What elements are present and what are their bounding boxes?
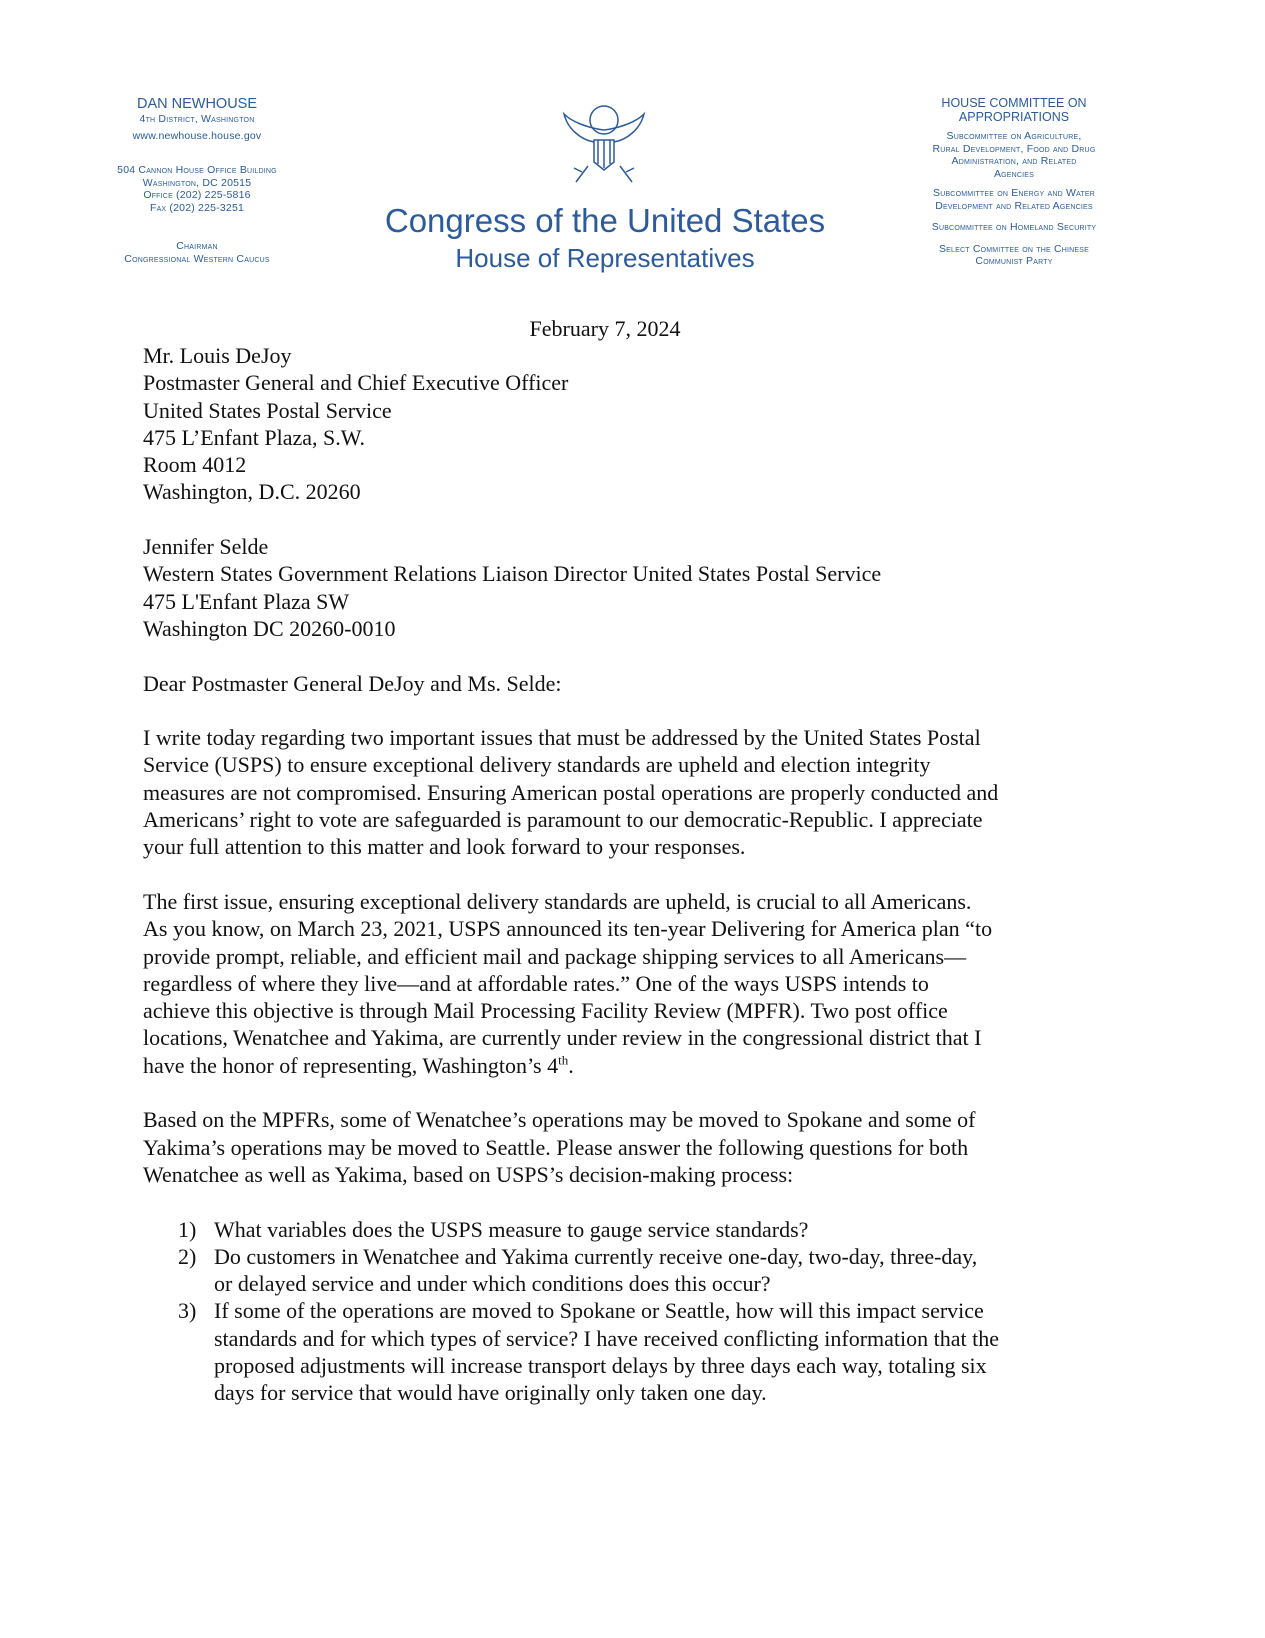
text-line: Room 4012 (143, 452, 247, 478)
text-line: 475 L’Enfant Plaza, S.W. (143, 424, 366, 450)
subcommittee-agriculture-3: Administration, and Related (951, 155, 1077, 167)
congress-title: Congress of the United States (384, 202, 826, 239)
paragraph-line: have the honor of representing, Washington’s 4 (143, 1052, 559, 1078)
paragraph-1 (143, 724, 1143, 860)
recipient-address-2 (143, 533, 1143, 642)
letter-body (143, 342, 1143, 1407)
recipient-address-1 (143, 342, 1143, 506)
select-committee: Select Committee on the Chinese (938, 242, 1090, 255)
text-line: Americans’ right to vote are safeguarded is paramount to our democratic-Republic. I appreciate (143, 807, 983, 833)
superscript: th (558, 1052, 569, 1068)
text-line: Jennifer Selde (143, 534, 269, 560)
paragraph-2 (143, 888, 1143, 1079)
text-line: Western States Government Relations Liaison Director United States Postal Service (143, 561, 882, 587)
text-line: regardless of where they live—and at affordable rates.” One of the ways USPS intends to (143, 970, 929, 996)
text-line: Mr. Louis DeJoy (143, 343, 292, 368)
question-text: Do customers in Wenatchee and Yakima currently receive one-day, two-day, three-day, (214, 1243, 978, 1269)
text-line: United States Postal Service (143, 397, 392, 423)
question-item (143, 1216, 1143, 1243)
question-number: 1) (178, 1216, 197, 1242)
questions-list (143, 1216, 1143, 1407)
subcommittee-energy-2: Development and Related Agencies (935, 199, 1093, 212)
member-info (82, 96, 312, 265)
subcommittee-agriculture-2: Rural Development, Food and Drug (932, 142, 1096, 155)
text-line: Washington, D.C. 20260 (143, 479, 361, 505)
salutation: Dear Postmaster General DeJoy and Ms. Selde: (143, 670, 562, 696)
role: Chairman (176, 240, 218, 252)
caucus: Congressional Western Caucus (124, 252, 270, 265)
text-line: your full attention to this matter and look forward to your responses. (143, 834, 746, 860)
text-line: Yakima’s operations may be moved to Seattle. Please answer the following questions for both (143, 1134, 969, 1160)
question-text: proposed adjustments will increase transport delays by three days each way, totaling six (214, 1352, 987, 1378)
question-item (143, 1297, 1143, 1406)
question-text: What variables does the USPS measure to gauge service standards? (214, 1216, 809, 1242)
district: 4th District, Washington (139, 113, 255, 125)
house-seal-icon (558, 100, 650, 192)
subcommittee-agriculture-4: Agencies (993, 167, 1035, 180)
text-line: measures are not compromised. Ensuring American postal operations are properly conducted and (143, 779, 999, 805)
question-number: 2) (178, 1243, 197, 1269)
question-item (143, 1243, 1143, 1298)
text-line: Wenatchee as well as Yakima, based on USPS’s decision-making process: (143, 1161, 794, 1187)
letterhead-title (300, 200, 910, 274)
text-line: The first issue, ensuring exceptional delivery standards are upheld, is crucial to all Americans. (143, 888, 972, 914)
period: . (568, 1052, 574, 1078)
paragraph-3 (143, 1106, 1143, 1188)
text-line: Postmaster General and Chief Executive Officer (143, 370, 569, 396)
text-line: As you know, on March 23, 2021, USPS announced its ten-year Delivering for America plan “to (143, 916, 993, 942)
text-line: achieve this objective is through Mail Processing Facility Review (MPFR). Two post office (143, 998, 948, 1024)
question-text: days for service that would have originally only taken one day. (214, 1380, 767, 1406)
office-address: 504 Cannon House Office Building (117, 164, 277, 176)
select-committee-2: Communist Party (975, 255, 1053, 267)
text-line: Washington DC 20260-0010 (143, 615, 396, 641)
letter-date: February 7, 2024 (529, 316, 681, 341)
text-line: I write today regarding two important issues that must be addressed by the United States Postal (143, 725, 981, 751)
subcommittee-homeland: Subcommittee on Homeland Security (931, 221, 1097, 233)
member-name: DAN NEWHOUSE (136, 96, 258, 112)
text-line: 475 L'Enfant Plaza SW (143, 588, 350, 614)
house-subtitle: House of Representatives (455, 243, 755, 273)
text-line: Service (USPS) to ensure exceptional delivery standards are upheld and election integrity (143, 752, 931, 778)
question-text: standards and for which types of service? I have received conflicting information that the (214, 1325, 999, 1351)
committee-name: HOUSE COMMITTEE ON (941, 96, 1087, 110)
office-phone: Office (202) 225-5816 (143, 189, 251, 201)
text-line: locations, Wenatchee and Yakima, are currently under review in the congressional district that I (143, 1025, 982, 1051)
text-line: provide prompt, reliable, and efficient mail and package shipping services to all Americans— (143, 943, 967, 969)
question-text: If some of the operations are moved to Spokane or Seattle, how will this impact service (214, 1298, 984, 1324)
text-line: Based on the MPFRs, some of Wenatchee’s operations may be moved to Spokane and some of (143, 1107, 976, 1133)
subcommittee-energy: Subcommittee on Energy and Water (932, 187, 1096, 199)
committee-name-2: APPROPRIATIONS (958, 110, 1070, 124)
committee-info (898, 96, 1130, 268)
question-number: 3) (178, 1298, 197, 1324)
website: www.newhouse.house.gov (132, 129, 262, 142)
subcommittee-agriculture: Subcommittee on Agriculture, (946, 130, 1082, 142)
fax: Fax (202) 225-3251 (149, 201, 245, 214)
question-text: or delayed service and under which conditions does this occur? (214, 1271, 771, 1297)
office-city: Washington, DC 20515 (142, 176, 252, 189)
